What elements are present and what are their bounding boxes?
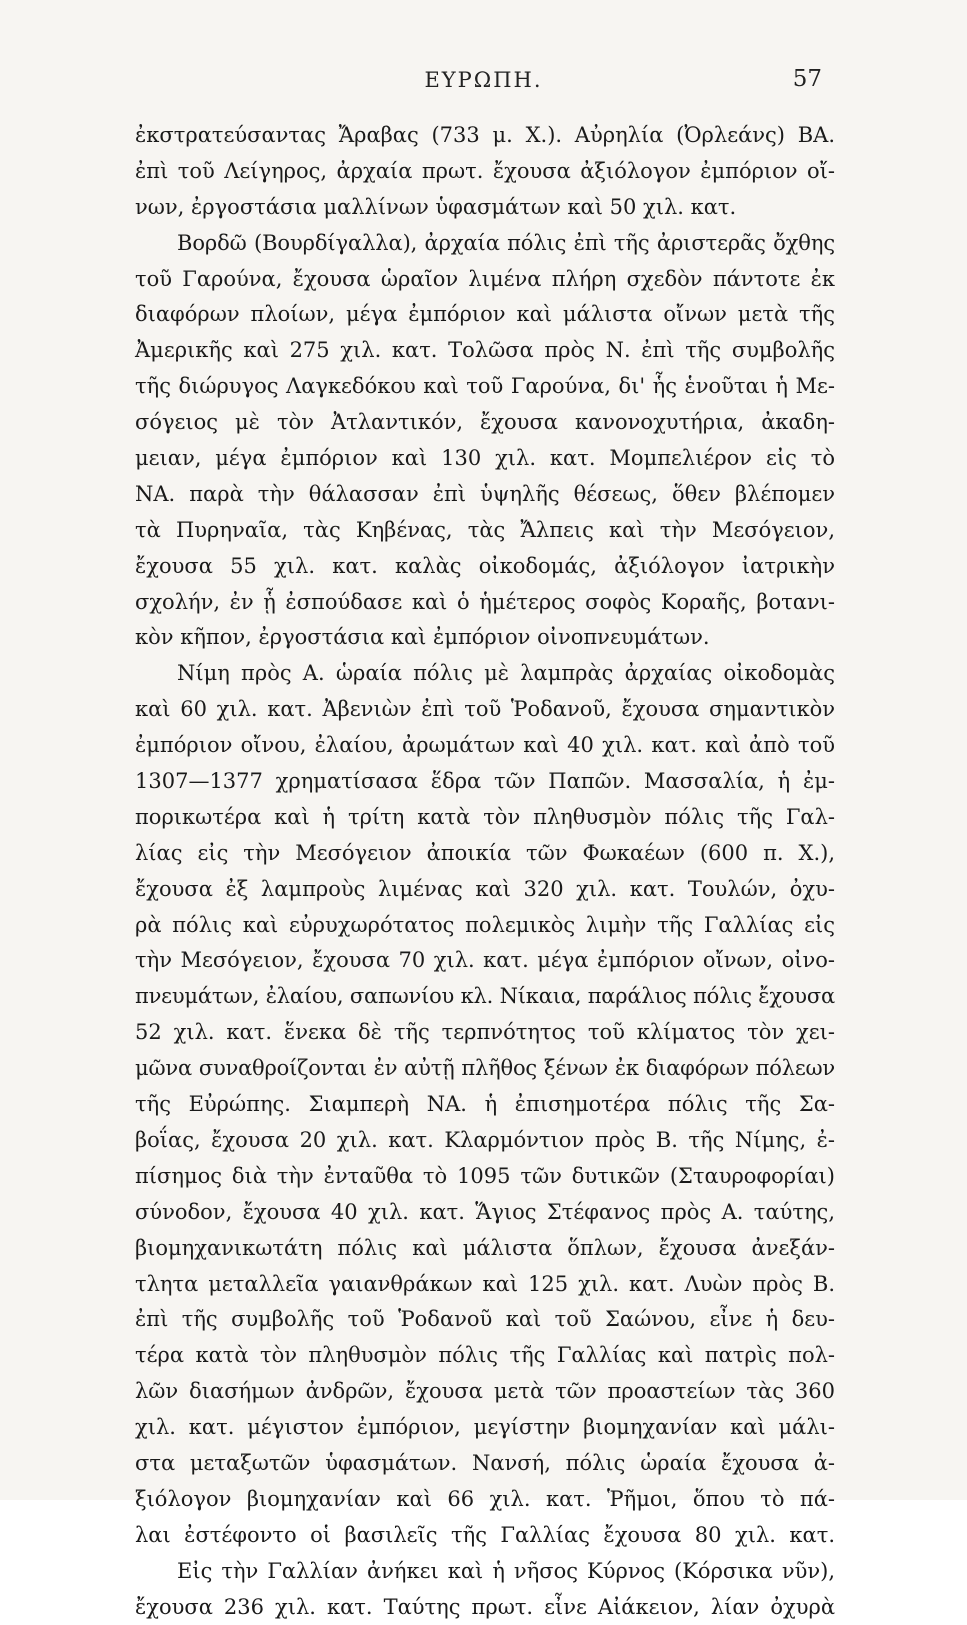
text-line: νων, ἐργοστάσια μαλλίνων ὑφασμάτων καὶ 50 χιλ. κατ. — [135, 194, 737, 219]
text-line: 52 χιλ. κατ. ἕνεκα δὲ τῆς τερπνότητος τοῦ κλίματος τὸν χει- — [135, 1020, 835, 1045]
running-header: ΕΥΡΩΠΗ. — [424, 68, 543, 92]
text-line: λῶν διασήμων ἀνδρῶν, ἔχουσα μετὰ τῶν προαστείων τὰς 360 — [135, 1379, 835, 1404]
text-line: ἐμπόριον οἴνου, ἐλαίου, ἀρωμάτων καὶ 40 χιλ. κατ. καὶ ἀπὸ τοῦ — [135, 733, 835, 758]
text-line: πνευμάτων, ἐλαίου, σαπωνίου κλ. Νίκαια, παράλιος πόλις ἔχουσα — [135, 984, 835, 1009]
text-line: ἐκστρατεύσαντας Ἄραβας (733 μ. Χ.). Αὐρηλία (Ὀρλεάνς) ΒΑ. — [135, 123, 835, 147]
text-line: πορικωτέρα καὶ ἡ τρίτη κατὰ τὸν πληθυσμὸν πόλις τῆς Γαλ- — [135, 804, 835, 829]
text-line: τλητα μεταλλεῖα γαιανθράκων καὶ 125 χιλ. κατ. Λυὼν πρὸς Β. — [135, 1271, 835, 1296]
text-line: σύνοδον, ἔχουσα 40 χιλ. κατ. Ἅγιος Στέφανος πρὸς Α. ταύτης, — [135, 1199, 835, 1224]
text-line: ρὰ πόλις καὶ εὐρυχωρότατος πολεμικὸς λιμὴν τῆς Γαλλίας εἰς — [135, 912, 835, 937]
text-line: βιομηχανικωτάτη πόλις καὶ μάλιστα ὅπλων, ἔχουσα ἀνεξάν- — [135, 1235, 835, 1260]
text-line: ἔχουσα 236 χιλ. κατ. Ταύτης πρωτ. εἶνε Αἰάκειον, λίαν ὀχυρὰ — [135, 1594, 835, 1619]
text-line: Ἀμερικῆς καὶ 275 χιλ. κατ. Τολῶσα πρὸς Ν. ἐπὶ τῆς συμβολῆς — [135, 338, 835, 363]
page-number: 57 — [792, 66, 822, 92]
text-line: βοΐας, ἔχουσα 20 χιλ. κατ. Κλαρμόντιον πρὸς Β. τῆς Νίμης, ἐ- — [135, 1127, 835, 1152]
text-line: τὴν Μεσόγειον, ἔχουσα 70 χιλ. κατ. μέγα ἐμπόριον οἴνων, οἰνο- — [135, 948, 835, 973]
text-line: διαφόρων πλοίων, μέγα ἐμπόριον καὶ μάλιστα οἴνων μετὰ τῆς — [135, 302, 835, 327]
text-line: μῶνα συναθροίζονται ἐν αὐτῇ πλῆθος ξένων ἐκ διαφόρων πόλεων — [135, 1056, 835, 1081]
text-line: καὶ 60 χιλ. κατ. Ἀβενιὼν ἐπὶ τοῦ Ῥοδανοῦ, ἔχουσα σημαντικὸν — [135, 697, 835, 722]
text-line: ἔχουσα 55 χιλ. κατ. καλὰς οἰκοδομάς, ἀξιόλογον ἰατρικὴν — [135, 553, 835, 578]
text-line: λίας εἰς τὴν Μεσόγειον ἀποικία τῶν Φωκαέων (600 π. Χ.), — [135, 840, 835, 865]
text-line: 1307—1377 χρηματίσασα ἕδρα τῶν Παπῶν. Μασσαλία, ἡ ἐμ- — [135, 769, 835, 794]
text-line: ξιόλογον βιομηχανίαν καὶ 66 χιλ. κατ. Ῥῆμοι, ὅπου τὸ πά- — [135, 1486, 835, 1511]
text-line: κὸν κῆπον, ἐργοστάσια καὶ ἐμπόριον οἰνοπνευμάτων. — [135, 625, 710, 650]
body-text — [135, 118, 835, 1625]
text-line: Νίμη πρὸς Α. ὡραία πόλις μὲ λαμπρὰς ἀρχαίας οἰκοδομὰς — [177, 661, 835, 686]
text-line: τὰ Πυρηναῖα, τὰς Κηβένας, τὰς Ἄλπεις καὶ τὴν Μεσόγειον, — [135, 517, 835, 542]
text-line: ΝΑ. παρὰ τὴν θάλασσαν ἐπὶ ὑψηλῆς θέσεως, ὅθεν βλέπομεν — [135, 481, 835, 506]
text-line: μειαν, μέγα ἐμπόριον καὶ 130 χιλ. κατ. Μομπελιέρον εἰς τὸ — [135, 446, 835, 471]
text-line: τῆς Εὐρώπης. Σιαμπερὴ ΝΑ. ἡ ἐπισημοτέρα πόλις τῆς Σα- — [135, 1092, 835, 1117]
text-line: ἔχουσα ἐξ λαμπροὺς λιμένας καὶ 320 χιλ. κατ. Τουλών, ὀχυ- — [135, 876, 835, 901]
text-line: στα μεταξωτῶν ὑφασμάτων. Νανσή, πόλις ὡραία ἔχουσα ἀ- — [135, 1450, 835, 1475]
text-line: τέρα κατὰ τὸν πληθυσμὸν πόλις τῆς Γαλλίας καὶ πατρὶς πολ- — [135, 1343, 835, 1368]
text-line: τῆς διώρυγος Λαγκεδόκου καὶ τοῦ Γαρούνα, δι' ἧς ἑνοῦται ἡ Με- — [135, 374, 835, 399]
text-line: χιλ. κατ. μέγιστον ἐμπόριον, μεγίστην βιομηχανίαν καὶ μάλι- — [135, 1415, 835, 1440]
text-line: σχολήν, ἐν ᾗ ἐσπούδασε καὶ ὁ ἡμέτερος σοφὸς Κοραῆς, βοτανι- — [135, 589, 835, 614]
text-line: Βορδῶ (Βουρδίγαλλα), ἀρχαία πόλις ἐπὶ τῆς ἀριστερᾶς ὄχθης — [177, 230, 835, 255]
text-line: λαι ἐστέφοντο οἱ βασιλεῖς τῆς Γαλλίας ἔχουσα 80 χιλ. κατ. — [135, 1522, 835, 1547]
text-line: πίσημος διὰ τὴν ἐνταῦθα τὸ 1095 τῶν δυτικῶν (Σταυροφορίαι) — [135, 1163, 835, 1188]
text-line: τοῦ Γαρούνα, ἔχουσα ὡραῖον λιμένα πλήρη σχεδὸν πάντοτε ἐκ — [135, 266, 835, 291]
text-line: ἐπὶ τοῦ Λείγηρος, ἀρχαία πρωτ. ἔχουσα ἀξιόλογον ἐμπόριον οἴ- — [135, 158, 835, 183]
text-line: ἐπὶ τῆς συμβολῆς τοῦ Ῥοδανοῦ καὶ τοῦ Σαώνου, εἶνε ἡ δευ- — [135, 1307, 835, 1332]
text-line: Εἰς τὴν Γαλλίαν ἀνήκει καὶ ἡ νῆσος Κύρνος (Κόρσικα νῦν), — [177, 1558, 835, 1583]
text-line: σόγειος μὲ τὸν Ἀτλαντικόν, ἔχουσα κανονοχυτήρια, ἀκαδη- — [135, 410, 835, 435]
